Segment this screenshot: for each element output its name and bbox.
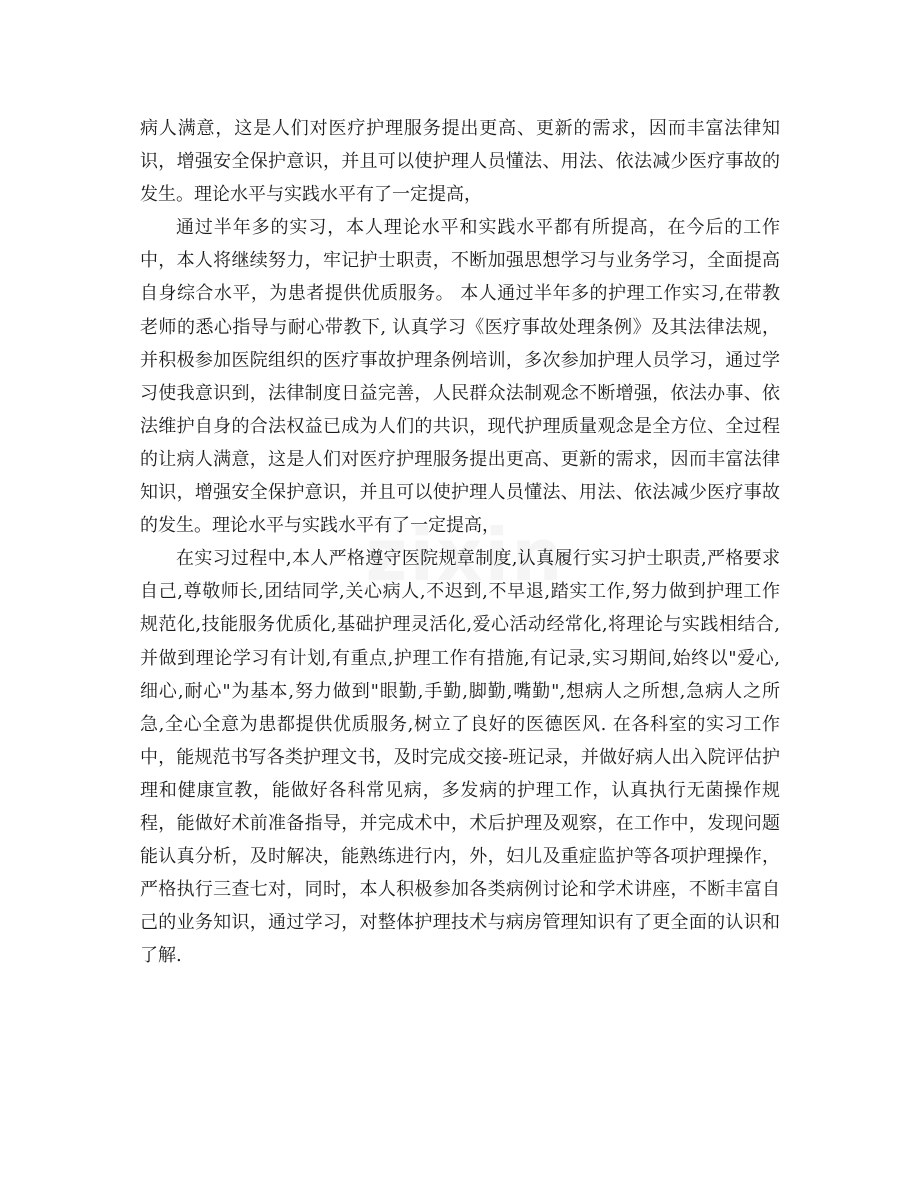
paragraph [140,112,780,211]
text-line: 习使我意识到，法律制度日益完善，人民群众法制观念不断增强，依法办事、依 [140,382,780,404]
text-line: 中，能规范书写各类护理文书，及时完成交接-班记录，并做好病人出入院评估护 [140,746,780,768]
text-line: 在实习过程中,本人严格遵守医院规章制度,认真履行实习护士职责,严格要求 [176,548,780,570]
paragraph [140,211,780,542]
paragraph [140,542,780,972]
text-line: 并积极参加医院组织的医疗事故护理条例培训，多次参加护理人员学习，通过学 [140,349,780,371]
text-line: 程，能做好术前准备指导，并完成术中，术后护理及观察，在工作中，发现问题 [140,812,780,834]
document-body [140,112,780,972]
text-line: 己的业务知识，通过学习，对整体护理技术与病房管理知识有了更全面的认识和 [140,912,780,934]
text-line: 老师的悉心指导与耐心带教下, 认真学习《医疗事故处理条例》及其法律法规， [140,316,780,338]
text-line: 病人满意，这是人们对医疗护理服务提出更高、更新的需求，因而丰富法律知 [140,118,780,139]
text-line: 通过半年多的实习，本人理论水平和实践水平都有所提高，在今后的工作 [176,217,780,239]
text-line: 识，增强安全保护意识，并且可以使护理人员懂法、用法、依法减少医疗事故的 [140,151,780,173]
text-line: 细心,耐心"为基本,努力做到"眼勤,手勤,脚勤,嘴勤",想病人之所想,急病人之所 [140,680,780,702]
text-line: 知识，增强安全保护意识，并且可以使护理人员懂法、用法、依法减少医疗事故 [140,482,780,504]
text-line: 法维护自身的合法权益已成为人们的共识，现代护理质量观念是全方位、全过程 [140,415,780,437]
text-line: 中，本人将继续努力，牢记护士职责，不断加强思想学习与业务学习，全面提高 [140,250,780,272]
text-line: 了解. [140,945,182,967]
text-line: 并做到理论学习有计划,有重点,护理工作有措施,有记录,实习期间,始终以"爱心, [140,647,780,669]
text-line: 发生。理论水平与实践水平有了一定提高， [140,184,482,206]
text-line: 能认真分析，及时解决，能熟练进行内，外，妇儿及重症监护等各项护理操作， [140,846,780,868]
text-line: 的发生。理论水平与实践水平有了一定提高， [140,515,500,537]
text-line: 自己,尊敬师长,团结同学,关心病人,不迟到,不早退,踏实工作,努力做到护理工作 [140,581,780,603]
text-line: 理和健康宣教，能做好各科常见病，多发病的护理工作，认真执行无菌操作规 [140,779,780,801]
text-line: 急,全心全意为患都提供优质服务,树立了良好的医德医风. 在各科室的实习工作 [140,713,780,735]
text-line: 规范化,技能服务优质化,基础护理灵活化,爱心活动经常化,将理论与实践相结合, [140,614,780,636]
text-line: 自身综合水平，为患者提供优质服务。 本人通过半年多的护理工作实习,在带教 [140,283,780,305]
text-line: 严格执行三查七对，同时，本人积极参加各类病例讨论和学术讲座，不断丰富自 [140,879,780,901]
text-line: 的让病人满意，这是人们对医疗护理服务提出更高、更新的需求，因而丰富法律 [140,448,780,470]
